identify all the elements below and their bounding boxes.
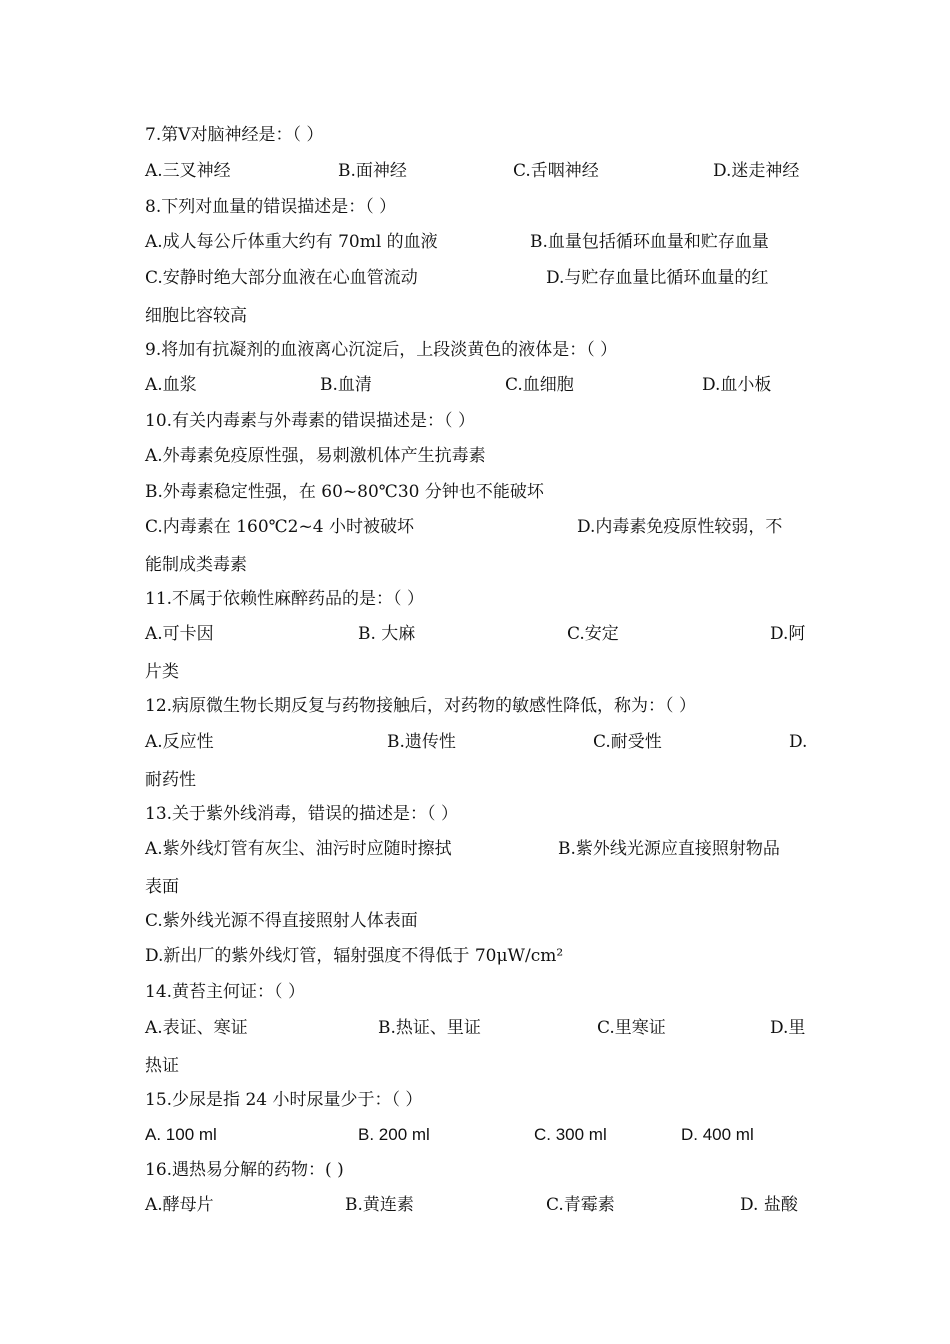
question-8-option-b: B.血量包括循环血量和贮存血量 [530, 232, 769, 252]
question-10-option-c: C.内毒素在 160℃2~4 小时被破坏 [145, 517, 414, 537]
question-8-option-d-continued: 细胞比容较高 [145, 306, 247, 326]
question-13-option-b: B.紫外线光源应直接照射物品 [558, 839, 780, 859]
question-13-option-c: C.紫外线光源不得直接照射人体表面 [145, 911, 418, 931]
question-11-option-d: D.阿 [770, 624, 806, 644]
question-12-option-b: B.遗传性 [387, 732, 456, 752]
question-11-option-c: C.安定 [567, 624, 619, 644]
question-10-option-a: A.外毒素免疫原性强，易刺激机体产生抗毒素 [145, 446, 486, 466]
question-12-option-c: C.耐受性 [593, 732, 662, 752]
question-10-option-b: B.外毒素稳定性强，在 60~80℃30 分钟也不能破坏 [145, 482, 544, 502]
question-16-stem: 16.遇热易分解的药物：( ) [145, 1160, 344, 1180]
question-15-option-c: C. 300 ml [534, 1125, 607, 1144]
question-9-option-a: A.血浆 [145, 375, 197, 395]
question-12-option-d: D. [789, 732, 808, 752]
question-10-option-d: D.内毒素免疫原性较弱，不 [577, 517, 783, 537]
question-16-option-d: D. 盐酸 [740, 1195, 798, 1215]
question-7-option-b: B.面神经 [338, 161, 407, 181]
question-16-option-a: A.酵母片 [145, 1195, 214, 1215]
question-9-option-b: B.血清 [320, 375, 372, 395]
question-13-option-d: D.新出厂的紫外线灯管，辐射强度不得低于 70μW/cm² [145, 946, 564, 966]
question-9-stem: 9.将加有抗凝剂的血液离心沉淀后，上段淡黄色的液体是：（ ） [145, 340, 618, 360]
question-14-option-c: C.里寒证 [597, 1018, 666, 1038]
question-16-option-c: C.青霉素 [546, 1195, 615, 1215]
question-11-stem: 11.不属于依赖性麻醉药品的是：（ ） [145, 589, 424, 609]
question-12-stem: 12.病原微生物长期反复与药物接触后，对药物的敏感性降低，称为：（ ） [145, 696, 696, 716]
question-7-option-a: A.三叉神经 [145, 161, 231, 181]
question-11-option-d-continued: 片类 [145, 662, 179, 682]
question-8-option-c: C.安静时绝大部分血液在心血管流动 [145, 268, 418, 288]
question-7-stem: 7.第V对脑神经是：（ ） [145, 125, 324, 145]
question-8-option-d: D.与贮存血量比循环血量的红 [546, 268, 769, 288]
question-14-option-a: A.表证、寒证 [145, 1018, 248, 1038]
question-14-option-d-continued: 热证 [145, 1056, 179, 1076]
question-14-stem: 14.黄苔主何证：（ ） [145, 982, 305, 1002]
question-15-option-b: B. 200 ml [358, 1125, 430, 1144]
question-15-option-a: A. 100 ml [145, 1125, 217, 1144]
question-9-option-d: D.血小板 [702, 375, 772, 395]
question-7-option-d: D.迷走神经 [713, 161, 800, 181]
question-8-stem: 8.下列对血量的错误描述是：（ ） [145, 197, 397, 217]
question-13-stem: 13.关于紫外线消毒，错误的描述是：（ ） [145, 804, 458, 824]
question-15-stem: 15.少尿是指 24 小时尿量少于：（ ） [145, 1090, 423, 1110]
question-7-option-c: C.舌咽神经 [513, 161, 599, 181]
question-11-option-b: B. 大麻 [358, 624, 416, 644]
question-13-option-a: A.紫外线灯管有灰尘、油污时应随时擦拭 [145, 839, 452, 859]
question-12-option-a: A.反应性 [145, 732, 214, 752]
question-9-option-c: C.血细胞 [505, 375, 574, 395]
question-13-option-b-continued: 表面 [145, 877, 179, 897]
question-12-option-d-continued: 耐药性 [145, 770, 196, 790]
question-11-option-a: A.可卡因 [145, 624, 214, 644]
question-15-option-d: D. 400 ml [681, 1125, 754, 1144]
question-14-option-d: D.里 [770, 1018, 806, 1038]
question-16-option-b: B.黄连素 [345, 1195, 414, 1215]
question-14-option-b: B.热证、里证 [378, 1018, 481, 1038]
question-8-option-a: A.成人每公斤体重大约有 70ml 的血液 [145, 232, 438, 252]
question-10-stem: 10.有关内毒素与外毒素的错误描述是：（ ） [145, 411, 475, 431]
question-10-option-d-continued: 能制成类毒素 [145, 555, 247, 575]
